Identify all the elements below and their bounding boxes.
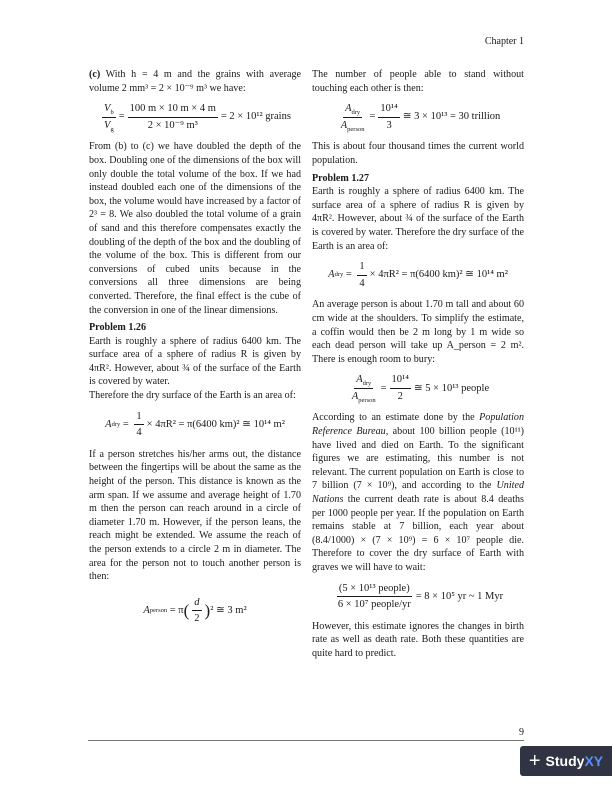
left-column — [89, 68, 301, 634]
text-run: , about 100 billion people (10¹¹) have lived and died on Earth. To the significant figures we are estimating, this number is not relevant. The current population on Earth is close to 7 billion (7 × 10⁹), and according to the — [312, 426, 524, 492]
fraction-wait — [336, 582, 413, 612]
paragraph-four-thousand: This is about four thousand times the current world population. — [312, 141, 524, 166]
eq-sub: person — [358, 396, 376, 404]
fraction-volume — [128, 102, 218, 132]
paragraph-126-1: Earth is roughly a sphere of radius 6400 km. The surface area of a sphere of radius R is given by 4πR². However, about ¾ of the surface of the Earth is covered by water. — [89, 335, 301, 388]
eq-numerator: 1 — [134, 410, 143, 426]
eq-var: A — [143, 605, 150, 617]
eq-sub: dry — [362, 380, 372, 388]
eq-result: × 4πR² = π(6400 km)² ≅ 10¹⁴ m² — [369, 269, 508, 281]
paragraph-126-2: Therefore the dry surface of the Earth is an area of: — [89, 390, 296, 402]
eq-denominator: 3 — [386, 119, 392, 131]
equation-wait-time — [312, 582, 524, 612]
paragraph-touch: The number of people able to stand without touching each other is then: — [312, 69, 524, 94]
paragraph-126-3: If a person stretches his/her arms out, the distance between the fingertips will be about the same as the height of the person. This distance is known as the arm span. If we assume and average height of 1.70 m then the person can reach around in a circle of diameter 1.70 m. However, if the person leans, the reach might be extended. We assume the reach of the person extends to a circle 2 m in diameter. The area for the person not to touch another person is then: — [89, 448, 301, 583]
eq-sub: dry — [351, 109, 361, 117]
eq-var: V — [104, 119, 111, 131]
eq-numerator: 10¹⁴ — [378, 102, 399, 118]
eq-result: ² ≅ 3 m² — [210, 605, 247, 617]
eq-var: A — [105, 418, 112, 430]
text-run: According to an estimate done by the — [312, 412, 480, 424]
eq-var: A — [328, 269, 335, 281]
eq-sub: person — [347, 125, 365, 133]
fraction-values — [378, 102, 399, 132]
right-column — [312, 68, 524, 661]
eq-numerator: 1 — [357, 260, 366, 276]
equation-graves: $\frac{A_{dry}}{A_{person}}$ = $\frac{\text{10¹⁴}}{2}$ ≅ 5 × 10¹³ people — [351, 374, 490, 404]
paragraph-c-text: With h = 4 m and the grains with average volume 2 mm³ = 2 × 10⁻⁹ m³ we have: — [89, 69, 301, 94]
eq-denominator: 4 — [136, 427, 142, 439]
eq-denominator: 6 × 10⁷ people/yr — [337, 599, 411, 611]
eq-var: A — [345, 103, 352, 115]
eq-numerator: d — [192, 596, 201, 612]
paragraph-127-1: Earth is roughly a sphere of radius 6400 km. The surface area of a sphere of radius R is given by 4πR². However, about ¾ of the surface of the Earth is covered by water. Therefore the dry surface of the Earth is an area of: — [312, 186, 524, 252]
equation-person-area: A person = π ( $\frac{d}{2}$ ) ² ≅ 3 m² — [143, 596, 247, 625]
eq-sub: b — [110, 109, 114, 117]
eq-result: = 8 × 10⁵ yr ~ 1 Myr — [415, 590, 504, 602]
eq-var: V — [104, 103, 111, 115]
paragraph-c2: From (b) to (c) we have doubled the depth of the box. Doubling one of the dimensions of the box will only double the total volume of the box. If we had instead doubled each one of the dimensions of the box, the volume would have increased by a factor of 2³ = 8. We also doubled the total volume of a grain of sand and this therefore compensates exactly the doubling of the depth of the box and the doubling of the volume of the box. This is different from our conversions of cubed units because in the conversions all three dimensions are being converted. Therefore, the final effect is the cube of the conversion in one of the linear dimensions. — [89, 141, 301, 316]
eq-denominator: 2 — [397, 390, 403, 402]
paragraph-127-4: However, this estimate ignores the changes in birth rate as well as death rate. Both these quantities are quite hard to predict. — [312, 620, 524, 659]
fraction-quarter — [134, 410, 143, 440]
heading-problem-1-27: Problem 1.27 — [312, 172, 370, 184]
fraction-values-2 — [390, 373, 411, 403]
paragraph-127-3 — [312, 411, 524, 574]
logo-text-study: Study — [545, 753, 585, 769]
paragraph-127-2: An average person is about 1.70 m tall and about 60 cm wide at the shoulders. To simplify the estimate, a coffin would then be 2 m long by 1 m wide so each dead person will take up A_person = 2 m². There is enough room to bury: — [312, 299, 524, 365]
eq-result: ≅ 3 × 10¹³ = 30 trillion — [402, 111, 501, 123]
eq-var: A — [356, 374, 363, 386]
eq-sub: g — [110, 125, 114, 133]
eq-numerator: (5 × 10¹³ people) — [337, 582, 412, 598]
eq-prefix: = π — [169, 605, 184, 617]
footer-divider — [88, 740, 524, 741]
paragraph-c — [89, 68, 301, 95]
equation-dry-area-2: A dry = $\frac{1}{4}$ × 4πR² = π(6400 km)² ≅ 10¹⁴ m² — [328, 261, 508, 289]
text-run: the current death rate is about 8.4 deaths per 1000 people per year. If the population on Earth remains stable at 7 billion, each year about (8.4/1000) × (7 × 10⁹) = 6 × 10⁷ people die. Therefore to cover the dry surface of Earth with graves we will have to wait: — [312, 494, 524, 573]
fraction-vb-vg — [102, 102, 116, 132]
fraction-adry-aperson — [339, 102, 367, 132]
equation-people-count: $\frac{A_{dry}}{A_{person}}$ = $\frac{\text{10¹⁴}}{3}$ ≅ 3 × 10¹³ = 30 trillion — [340, 103, 501, 133]
eq-var: A — [351, 390, 359, 402]
fraction-quarter-2 — [357, 260, 366, 290]
fraction-d-half — [192, 596, 201, 626]
italic-source: Population Reference Bureau — [312, 412, 524, 438]
studyxy-logo — [520, 746, 612, 776]
eq-result: × 4πR² = π(6400 km)² ≅ 10¹⁴ m² — [146, 418, 285, 430]
eq-result: = 2 × 10¹² grains — [220, 111, 291, 123]
heading-problem-1-26: Problem 1.26 — [89, 322, 147, 334]
eq-var: A — [340, 119, 348, 131]
eq-denominator: 4 — [359, 277, 365, 289]
equation-grains: $\frac{V_b}{V_g}$ = $\frac{100 m \times 10 m \times 4 m}{\text{2 × 10⁻⁹ m³}}$ = 2 × 10¹² grains — [104, 103, 291, 133]
eq-denominator: 2 × 10⁻⁹ m³ — [147, 119, 198, 131]
plus-icon: + — [528, 749, 541, 772]
fraction-adry-aperson-2 — [350, 373, 378, 403]
eq-denominator: 2 — [194, 613, 200, 625]
eq-result: ≅ 5 × 10¹³ people — [413, 382, 490, 394]
part-label: (c) — [89, 69, 101, 80]
italic-source: United Nations — [312, 480, 524, 506]
chapter-header: Chapter 1 — [484, 36, 524, 47]
logo-text-xy: XY — [584, 753, 604, 769]
page-number: 9 — [519, 727, 524, 738]
equation-dry-area: A dry = $\frac{1}{4}$ × 4πR² = π(6400 km)² ≅ 10¹⁴ m² — [105, 410, 285, 439]
eq-numerator: 100 m × 10 m × 4 m — [128, 102, 218, 118]
eq-numerator: 10¹⁴ — [390, 373, 411, 389]
